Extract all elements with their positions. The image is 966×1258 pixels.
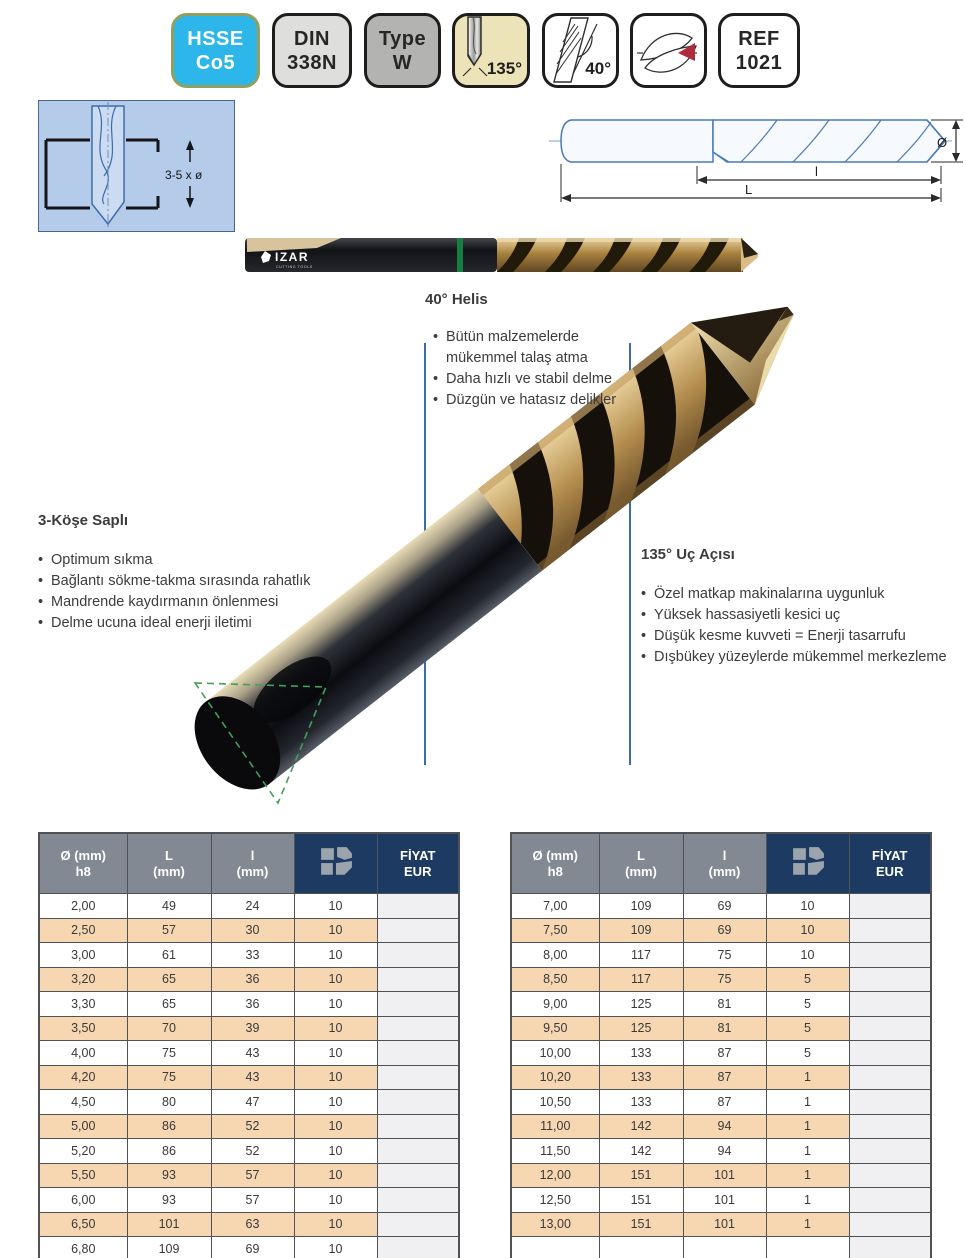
- bullet-item: • Delme ucuna ideal enerji iletimi: [38, 615, 252, 631]
- table-cell: 1: [766, 1065, 849, 1090]
- cross-section-icon: [633, 16, 704, 85]
- table-cell: 151: [599, 1188, 683, 1213]
- table-cell: 94: [683, 1114, 766, 1139]
- table-cell: 87: [683, 1065, 766, 1090]
- table-cell: 10,00: [511, 1041, 599, 1066]
- table-cell: 81: [683, 1016, 766, 1041]
- table-cell: 109: [599, 894, 683, 919]
- section-title-shank: 3-Köşe Saplı: [38, 512, 129, 529]
- brand-logo-text: IZAR: [275, 250, 309, 264]
- table-cell: 93: [127, 1188, 211, 1213]
- table-cell: 70: [127, 1016, 211, 1041]
- table-cell: 151: [599, 1163, 683, 1188]
- bullet-item: • Mandrende kaydırmanın önlenmesi: [38, 594, 279, 610]
- table-cell: 65: [127, 992, 211, 1017]
- table-cell: 33: [211, 943, 294, 968]
- price-cell: [377, 1041, 459, 1066]
- badge-line: HSSE: [187, 27, 244, 50]
- table-cell: 109: [127, 1237, 211, 1258]
- table-row: [511, 1090, 931, 1115]
- price-cell: [849, 894, 931, 919]
- table-cell: 7,50: [511, 918, 599, 943]
- table-cell: 10: [766, 943, 849, 968]
- price-cell: [849, 1090, 931, 1115]
- table-cell: 101: [127, 1212, 211, 1237]
- table-row: [39, 1237, 459, 1258]
- size-table-left: [38, 832, 460, 1258]
- table-cell: 10: [294, 1016, 377, 1041]
- price-cell: [849, 1163, 931, 1188]
- table-cell: 101: [683, 1163, 766, 1188]
- table-cell: 6,50: [39, 1212, 127, 1237]
- table-row: [39, 1016, 459, 1041]
- izar-pack-icon: [316, 845, 356, 879]
- table-row: [511, 1188, 931, 1213]
- price-cell: [849, 967, 931, 992]
- badge-line: 338N: [287, 51, 337, 74]
- table-row: [511, 1065, 931, 1090]
- table-row: [511, 943, 931, 968]
- table-cell: 10: [294, 992, 377, 1017]
- table-cell: 10: [294, 1163, 377, 1188]
- point-bullet-list: [641, 584, 951, 668]
- badge-ref: [718, 13, 800, 88]
- table-cell: 30: [211, 918, 294, 943]
- price-cell: [849, 1114, 931, 1139]
- table-row: [39, 1212, 459, 1237]
- price-cell: [849, 992, 931, 1017]
- table-cell: 52: [211, 1139, 294, 1164]
- table-cell: 61: [127, 943, 211, 968]
- table-cell: 81: [683, 992, 766, 1017]
- table-cell: 10: [294, 1139, 377, 1164]
- price-cell: [377, 918, 459, 943]
- table-cell: 125: [599, 992, 683, 1017]
- table-row: [511, 1016, 931, 1041]
- price-cell: [377, 1237, 459, 1258]
- table-cell: 57: [211, 1163, 294, 1188]
- price-cell: [849, 1065, 931, 1090]
- drill-dimension-diagram: [545, 100, 965, 208]
- table-cell: 24: [211, 894, 294, 919]
- table-cell: 75: [683, 943, 766, 968]
- bullet-item: • Dışbükey yüzeylerde mükemmel merkezleme: [641, 649, 947, 665]
- badge-label: [379, 27, 426, 75]
- badge-angle-label: 135°: [486, 59, 522, 78]
- table-cell: 1: [766, 1139, 849, 1164]
- table-cell: 49: [127, 894, 211, 919]
- col-flute-length: l (mm): [683, 833, 766, 894]
- price-cell: [849, 943, 931, 968]
- badge-line: W: [392, 51, 413, 74]
- table-cell: 8,00: [511, 943, 599, 968]
- table-cell: 10: [294, 967, 377, 992]
- table-cell: [683, 1237, 766, 1258]
- col-total-length: L (mm): [127, 833, 211, 894]
- col-total-length: L (mm): [599, 833, 683, 894]
- table-cell: 57: [127, 918, 211, 943]
- table-cell: 1: [766, 1212, 849, 1237]
- badge-label: [736, 27, 783, 75]
- table-cell: 8,50: [511, 967, 599, 992]
- brand-logo-subtext: CUTTING TOOLS: [276, 265, 313, 269]
- table-row: [39, 1139, 459, 1164]
- table-cell: 1: [766, 1163, 849, 1188]
- price-cell: [377, 1139, 459, 1164]
- table-row: [39, 1188, 459, 1213]
- price-cell: [377, 894, 459, 919]
- col-diameter: Ø (mm) h8: [39, 833, 127, 894]
- table-cell: 133: [599, 1090, 683, 1115]
- table-cell: 9,00: [511, 992, 599, 1017]
- table-cell: 75: [683, 967, 766, 992]
- flute-length-label: l: [815, 164, 818, 179]
- table-cell: [599, 1237, 683, 1258]
- table-cell: 142: [599, 1139, 683, 1164]
- badge-line: REF: [738, 27, 780, 50]
- table-cell: 3,20: [39, 967, 127, 992]
- table-cell: 47: [211, 1090, 294, 1115]
- table-cell: 3,30: [39, 992, 127, 1017]
- table-cell: 10,50: [511, 1090, 599, 1115]
- total-length-label: L: [745, 182, 753, 197]
- col-price: FİYAT EUR: [377, 833, 459, 894]
- badge-hsse-co5: [171, 13, 260, 88]
- section-title-helix: 40° Helis: [425, 291, 488, 308]
- col-pack-qty: [294, 833, 377, 894]
- table-cell: 10: [294, 1041, 377, 1066]
- bullet-item: • Düzgün ve hatasız delikler: [433, 392, 617, 408]
- badge-line: Co5: [195, 51, 236, 74]
- table-cell: 57: [211, 1188, 294, 1213]
- table-row: [39, 1041, 459, 1066]
- table-cell: 12,50: [511, 1188, 599, 1213]
- table-cell: 5: [766, 1041, 849, 1066]
- table-row: [511, 967, 931, 992]
- izar-pack-icon: [788, 845, 828, 879]
- price-cell: [849, 1016, 931, 1041]
- table-cell: 10: [294, 1212, 377, 1237]
- bullet-item: • Bağlantı sökme-takma sırasında rahatlık: [38, 573, 311, 589]
- table-cell: 10: [294, 894, 377, 919]
- table-cell: 11,50: [511, 1139, 599, 1164]
- table-row: [39, 918, 459, 943]
- table-cell: 69: [211, 1237, 294, 1258]
- table-cell: 9,50: [511, 1016, 599, 1041]
- table-cell: 80: [127, 1090, 211, 1115]
- table-cell: 133: [599, 1065, 683, 1090]
- badge-line: Type: [378, 27, 427, 50]
- table-cell: 10: [766, 918, 849, 943]
- table-cell: 109: [599, 918, 683, 943]
- table-cell: 6,80: [39, 1237, 127, 1258]
- price-cell: [377, 1065, 459, 1090]
- bullet-item: • Bütün malzemelerde mükemmel talaş atma: [433, 329, 588, 366]
- table-cell: 86: [127, 1114, 211, 1139]
- table-cell: 5,50: [39, 1163, 127, 1188]
- table-cell: 10: [294, 943, 377, 968]
- shank-bullet-list: [38, 550, 378, 634]
- table-cell: 2,00: [39, 894, 127, 919]
- table-row: [511, 1041, 931, 1066]
- table-cell: 86: [127, 1139, 211, 1164]
- table-row: [511, 1114, 931, 1139]
- table-cell: 2,50: [39, 918, 127, 943]
- price-cell: [377, 1212, 459, 1237]
- badge-line: DIN: [294, 27, 330, 50]
- badge-type-w: [364, 13, 441, 88]
- table-row: [511, 894, 931, 919]
- table-header-row: [511, 833, 931, 894]
- table-cell: 117: [599, 967, 683, 992]
- size-table-right: [510, 832, 932, 1258]
- table-cell: 93: [127, 1163, 211, 1188]
- badge-label: [187, 27, 243, 75]
- table-row: [511, 992, 931, 1017]
- badge-label: [287, 27, 337, 75]
- diameter-dimension-label: Ø: [937, 135, 948, 150]
- table-cell: 10: [294, 918, 377, 943]
- table-cell: 39: [211, 1016, 294, 1041]
- badge-point-angle: [452, 13, 530, 88]
- table-cell: 12,00: [511, 1163, 599, 1188]
- table-cell: 5: [766, 1016, 849, 1041]
- table-cell: 5: [766, 967, 849, 992]
- table-cell: 36: [211, 992, 294, 1017]
- table-header-row: [39, 833, 459, 894]
- table-row: [39, 1163, 459, 1188]
- table-cell: 10: [294, 1188, 377, 1213]
- product-photo: [245, 228, 760, 280]
- table-cell: [511, 1237, 599, 1258]
- table-cell: 63: [211, 1212, 294, 1237]
- table-row: [511, 1237, 931, 1258]
- table-cell: 69: [683, 918, 766, 943]
- table-cell: 36: [211, 967, 294, 992]
- price-cell: [849, 1139, 931, 1164]
- table-row: [39, 1065, 459, 1090]
- table-cell: 1: [766, 1114, 849, 1139]
- table-cell: 4,20: [39, 1065, 127, 1090]
- table-cell: 43: [211, 1041, 294, 1066]
- table-row: [511, 1163, 931, 1188]
- table-cell: 7,00: [511, 894, 599, 919]
- table-cell: 142: [599, 1114, 683, 1139]
- table-cell: 125: [599, 1016, 683, 1041]
- depth-ring: [457, 238, 463, 272]
- bullet-item: • Daha hızlı ve stabil delme: [433, 371, 613, 387]
- table-row: [39, 992, 459, 1017]
- table-cell: 43: [211, 1065, 294, 1090]
- badge-helix-angle: [542, 13, 619, 88]
- col-diameter: Ø (mm) h8: [511, 833, 599, 894]
- price-cell: [849, 1188, 931, 1213]
- table-cell: 10: [294, 1237, 377, 1258]
- price-cell: [377, 1163, 459, 1188]
- price-cell: [849, 1212, 931, 1237]
- table-cell: 6,00: [39, 1188, 127, 1213]
- price-cell: [377, 992, 459, 1017]
- table-cell: 11,00: [511, 1114, 599, 1139]
- table-row: [39, 894, 459, 919]
- bullet-item: • Yüksek hassasiyetli kesici uç: [641, 607, 841, 623]
- table-cell: 75: [127, 1065, 211, 1090]
- table-row: [39, 1090, 459, 1115]
- table-cell: 1: [766, 1188, 849, 1213]
- col-price: FİYAT EUR: [849, 833, 931, 894]
- helix-bullet-list: [433, 327, 633, 411]
- table-cell: 117: [599, 943, 683, 968]
- table-cell: 65: [127, 967, 211, 992]
- table-cell: 101: [683, 1188, 766, 1213]
- col-flute-length: l (mm): [211, 833, 294, 894]
- table-cell: 10: [294, 1065, 377, 1090]
- col-pack-qty: [766, 833, 849, 894]
- price-cell: [849, 918, 931, 943]
- price-cell: [377, 943, 459, 968]
- price-cell: [377, 1016, 459, 1041]
- price-cell: [849, 1237, 931, 1258]
- table-cell: 133: [599, 1041, 683, 1066]
- table-cell: 10,20: [511, 1065, 599, 1090]
- price-cell: [377, 1114, 459, 1139]
- badge-line: 1021: [735, 51, 783, 74]
- table-cell: 4,00: [39, 1041, 127, 1066]
- table-cell: 5: [766, 992, 849, 1017]
- table-cell: 13,00: [511, 1212, 599, 1237]
- table-cell: [766, 1237, 849, 1258]
- badge-din-338n: [272, 13, 352, 88]
- table-row: [39, 967, 459, 992]
- badge-angle-label: 40°: [585, 59, 611, 78]
- table-row: [39, 1114, 459, 1139]
- table-cell: 5,00: [39, 1114, 127, 1139]
- table-cell: 5,20: [39, 1139, 127, 1164]
- price-cell: [377, 1090, 459, 1115]
- drilling-depth-diagram: [38, 100, 235, 232]
- table-cell: 10: [766, 894, 849, 919]
- bullet-item: • Özel matkap makinalarına uygunluk: [641, 586, 885, 602]
- bullet-item: • Düşük kesme kuvveti = Enerji tasarrufu: [641, 628, 906, 644]
- table-row: [511, 918, 931, 943]
- table-cell: 94: [683, 1139, 766, 1164]
- table-cell: 3,50: [39, 1016, 127, 1041]
- section-title-point: 135° Uç Açısı: [641, 546, 735, 563]
- price-cell: [377, 967, 459, 992]
- table-cell: 1: [766, 1090, 849, 1115]
- table-cell: 75: [127, 1041, 211, 1066]
- depth-dimension-label: 3-5 x ø: [165, 168, 203, 182]
- table-cell: 87: [683, 1041, 766, 1066]
- table-row: [39, 943, 459, 968]
- table-cell: 52: [211, 1114, 294, 1139]
- table-cell: 69: [683, 894, 766, 919]
- price-cell: [377, 1188, 459, 1213]
- table-cell: 87: [683, 1090, 766, 1115]
- table-cell: 10: [294, 1090, 377, 1115]
- table-row: [511, 1212, 931, 1237]
- price-cell: [849, 1041, 931, 1066]
- table-cell: 3,00: [39, 943, 127, 968]
- badge-cross-section: [630, 13, 707, 88]
- table-cell: 4,50: [39, 1090, 127, 1115]
- table-cell: 101: [683, 1212, 766, 1237]
- bullet-item: • Optimum sıkma: [38, 552, 153, 568]
- table-cell: 10: [294, 1114, 377, 1139]
- table-row: [511, 1139, 931, 1164]
- table-cell: 151: [599, 1212, 683, 1237]
